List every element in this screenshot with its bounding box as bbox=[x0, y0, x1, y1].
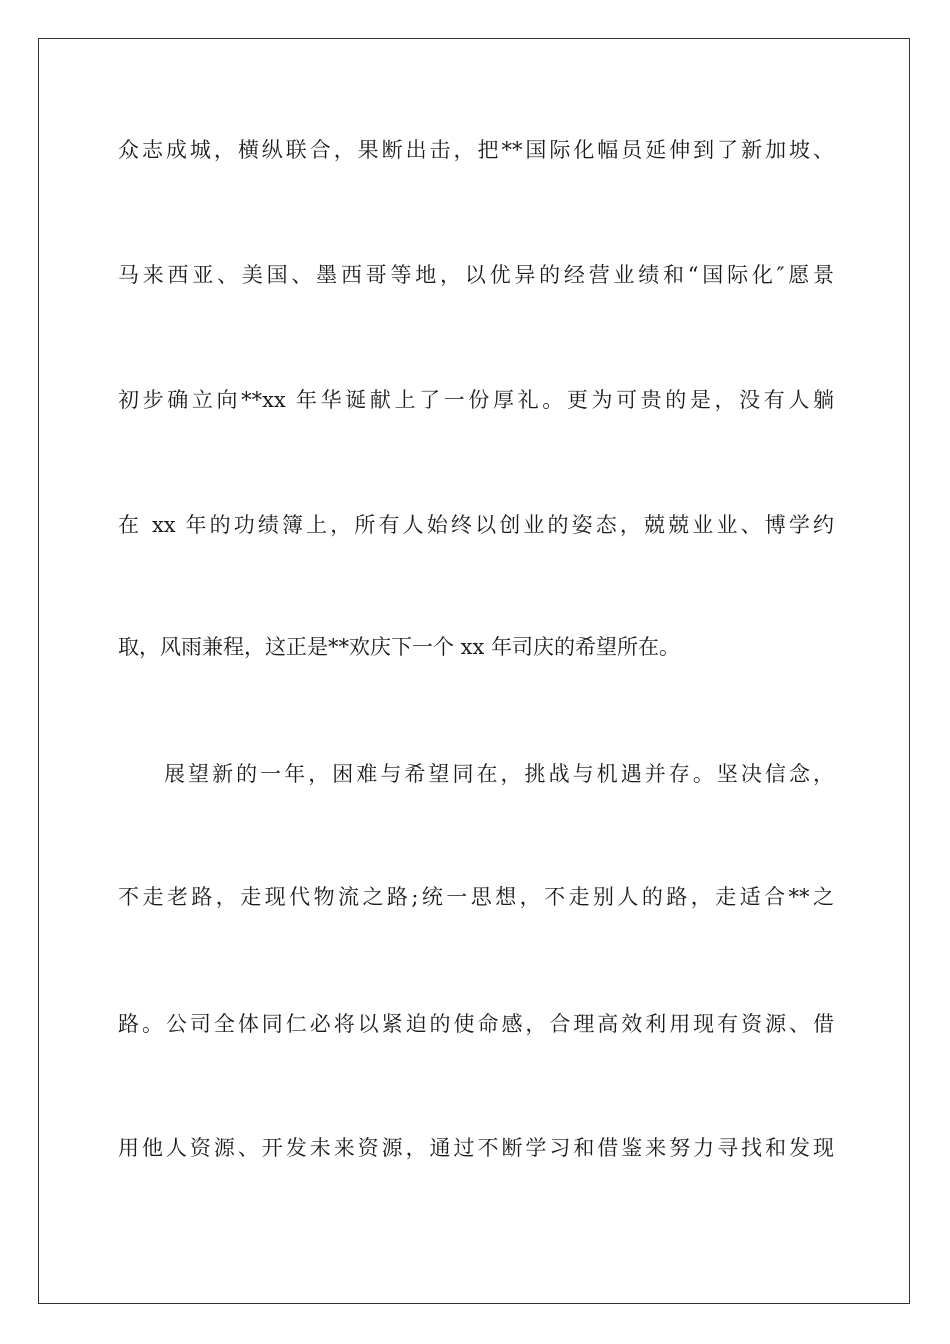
paragraph-line-5: 取，风雨兼程，这正是**欢庆下一个 xx 年司庆的希望所在。 bbox=[118, 635, 681, 659]
paragraph-line-8: 路。公司全体同仁必将以紧迫的使命感，合理高效利用现有资源、借 bbox=[118, 1012, 834, 1036]
paragraph-line-2: 马来西亚、美国、墨西哥等地，以优异的经营业绩和“国际化″愿景 bbox=[118, 263, 834, 287]
paragraph-line-1: 众志成城，横纵联合，果断出击，把**国际化幅员延伸到了新加坡、 bbox=[118, 138, 834, 162]
paragraph-line-3: 初步确立向**xx 年华诞献上了一份厚礼。更为可贵的是，没有人躺 bbox=[118, 388, 834, 412]
paragraph-line-6: 展望新的一年，困难与希望同在，挑战与机遇并存。坚决信念， bbox=[164, 762, 834, 786]
paragraph-line-4: 在 xx 年的功绩簿上，所有人始终以创业的姿态，兢兢业业、博学约 bbox=[118, 513, 834, 537]
page-frame bbox=[38, 38, 910, 1304]
paragraph-line-7: 不走老路，走现代物流之路;统一思想，不走别人的路，走适合**之 bbox=[118, 885, 834, 909]
paragraph-line-9: 用他人资源、开发未来资源，通过不断学习和借鉴来努力寻找和发现 bbox=[118, 1136, 834, 1160]
